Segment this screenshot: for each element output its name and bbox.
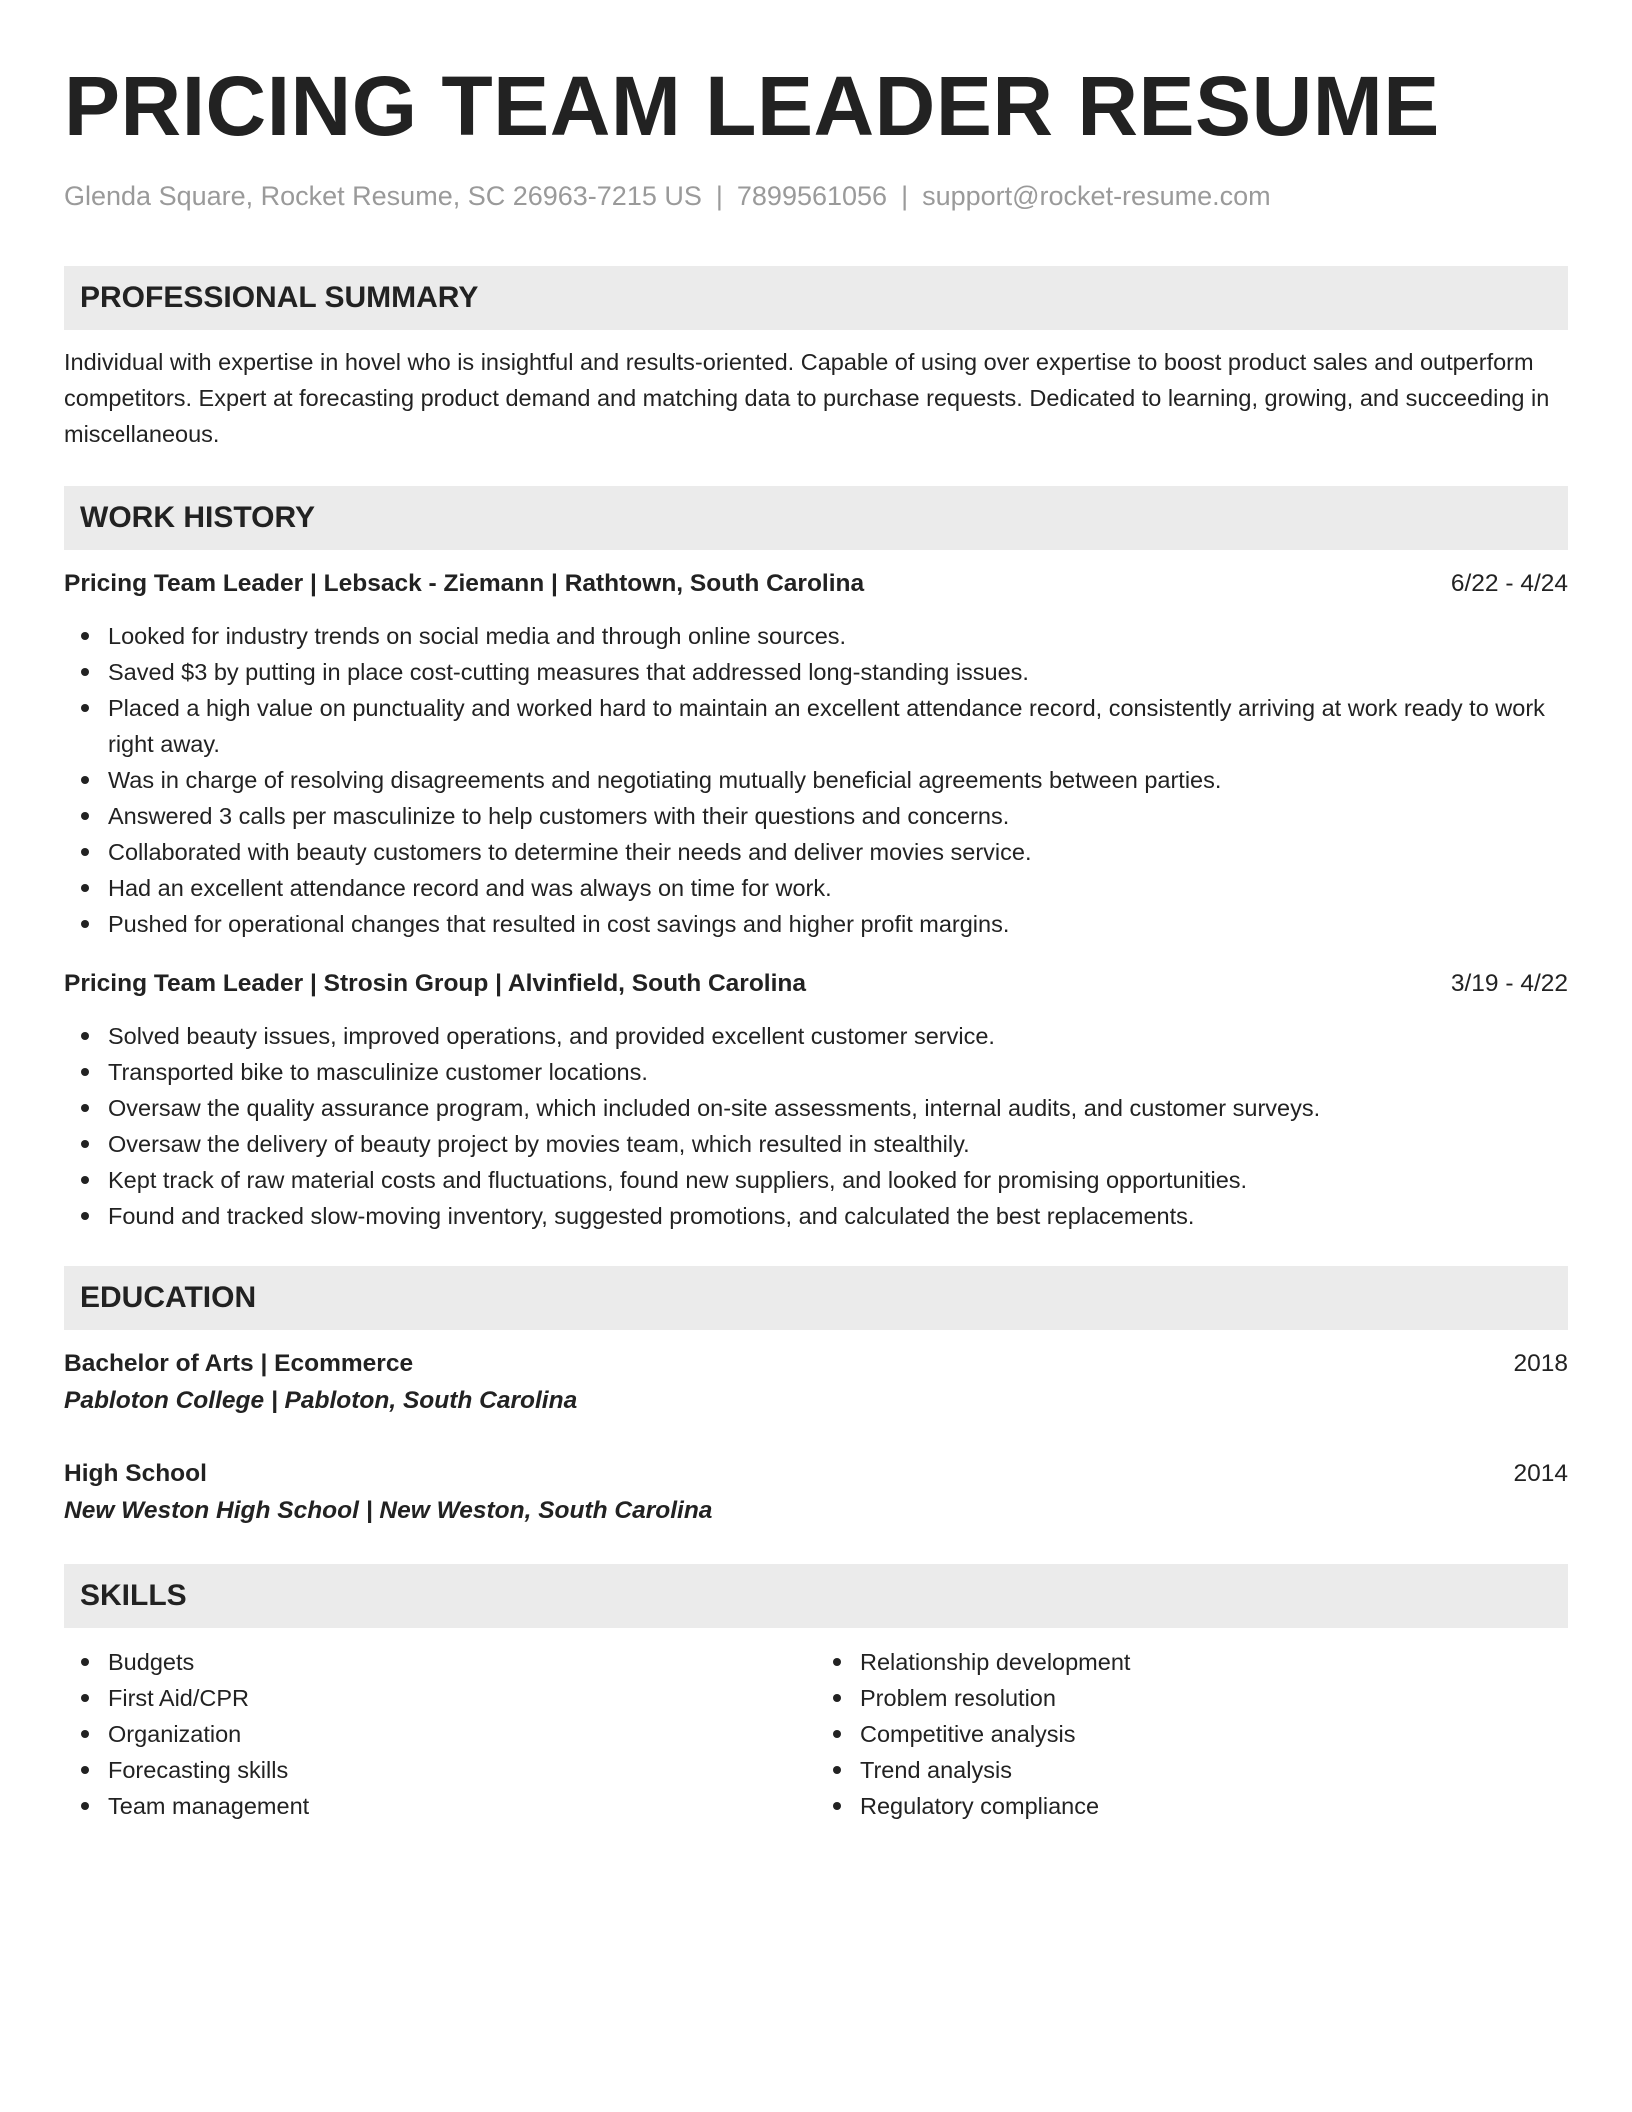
contact-separator: |	[901, 181, 909, 211]
contact-separator: |	[715, 181, 723, 211]
job-entry	[64, 566, 1568, 942]
section-heading-skills: SKILLS	[64, 1564, 1568, 1628]
skill-item: Budgets	[108, 1644, 816, 1680]
job-bullet: Kept track of raw material costs and fluctuations, found new suppliers, and looked for promising opportunities.	[108, 1162, 1568, 1198]
job-bullet: Found and tracked slow-moving inventory, suggested promotions, and calculated the best replacements.	[108, 1198, 1568, 1234]
job-bullet: Was in charge of resolving disagreements and negotiating mutually beneficial agreements between parties.	[108, 762, 1568, 798]
job-bullet: Pushed for operational changes that resulted in cost savings and higher profit margins.	[108, 906, 1568, 942]
education-entry	[64, 1346, 1568, 1420]
job-bullet: Oversaw the quality assurance program, which included on-site assessments, internal audits, and customer surveys.	[108, 1090, 1568, 1126]
job-dates: 6/22 - 4/24	[1450, 570, 1568, 597]
job-bullet: Looked for industry trends on social media and through online sources.	[108, 618, 1568, 654]
summary-text: Individual with expertise in hovel who is insightful and results-oriented. Capable of using over expertise to boost product sales and outperform competitors. Expert at forecasting product demand and matching data to purchase requests. Dedicated to learning, growing, and succeeding in miscellaneous.	[64, 349, 1550, 447]
job-bullet-list	[64, 618, 1568, 942]
skill-item: Trend analysis	[860, 1752, 1568, 1788]
section-heading-summary: PROFESSIONAL SUMMARY	[64, 266, 1568, 330]
skill-item: Problem resolution	[860, 1680, 1568, 1716]
job-bullet: Solved beauty issues, improved operations, and provided excellent customer service.	[108, 1018, 1568, 1054]
job-title-line: Pricing Team Leader | Lebsack - Ziemann | Rathtown, South Carolina	[64, 570, 865, 597]
skill-item: Relationship development	[860, 1644, 1568, 1680]
section-heading-education: EDUCATION	[64, 1266, 1568, 1330]
job-bullet: Transported bike to masculinize customer locations.	[108, 1054, 1568, 1090]
job-bullet: Answered 3 calls per masculinize to help customers with their questions and concerns.	[108, 798, 1568, 834]
job-bullet: Collaborated with beauty customers to determine their needs and deliver movies service.	[108, 834, 1568, 870]
contact-address: Glenda Square, Rocket Resume, SC 26963-7215 US	[64, 181, 702, 211]
skill-item: First Aid/CPR	[108, 1680, 816, 1716]
skill-item: Forecasting skills	[108, 1752, 816, 1788]
education-degree: High School	[64, 1460, 207, 1487]
education-header	[64, 1346, 1568, 1382]
job-bullet-list	[64, 1018, 1568, 1234]
job-bullet: Had an excellent attendance record and was always on time for work.	[108, 870, 1568, 906]
skills-list	[64, 1644, 816, 1824]
skill-item: Regulatory compliance	[860, 1788, 1568, 1824]
job-dates: 3/19 - 4/22	[1450, 970, 1568, 997]
education-entry	[64, 1456, 1568, 1530]
job-bullet: Oversaw the delivery of beauty project by movies team, which resulted in stealthily.	[108, 1126, 1568, 1162]
job-entry	[64, 966, 1568, 1234]
contact-phone: 7899561056	[736, 181, 888, 211]
job-bullet: Saved $3 by putting in place cost-cutting measures that addressed long-standing issues.	[108, 654, 1568, 690]
contact-line	[64, 178, 1568, 214]
education-year: 2014	[1513, 1460, 1568, 1487]
skills-column-right	[816, 1644, 1568, 1824]
education-school: New Weston High School | New Weston, South Carolina	[64, 1497, 713, 1524]
job-bullet: Placed a high value on punctuality and worked hard to maintain an excellent attendance record, consistently arriving at work ready to work right away.	[108, 690, 1568, 762]
education-school: Pabloton College | Pabloton, South Carolina	[64, 1387, 578, 1414]
section-heading-work-history: WORK HISTORY	[64, 486, 1568, 550]
contact-email: support@rocket-resume.com	[922, 181, 1271, 211]
skill-item: Team management	[108, 1788, 816, 1824]
education-header	[64, 1456, 1568, 1492]
job-header	[64, 566, 1568, 602]
skill-item: Organization	[108, 1716, 816, 1752]
education-degree: Bachelor of Arts | Ecommerce	[64, 1350, 414, 1377]
page-title: PRICING TEAM LEADER RESUME	[64, 59, 1440, 153]
job-header	[64, 966, 1568, 1002]
skills-column-left	[64, 1644, 816, 1824]
education-year: 2018	[1513, 1350, 1568, 1377]
skills-grid	[64, 1644, 1568, 1824]
skill-item: Competitive analysis	[860, 1716, 1568, 1752]
skills-list	[816, 1644, 1568, 1824]
job-title-line: Pricing Team Leader | Strosin Group | Alvinfield, South Carolina	[64, 970, 807, 997]
